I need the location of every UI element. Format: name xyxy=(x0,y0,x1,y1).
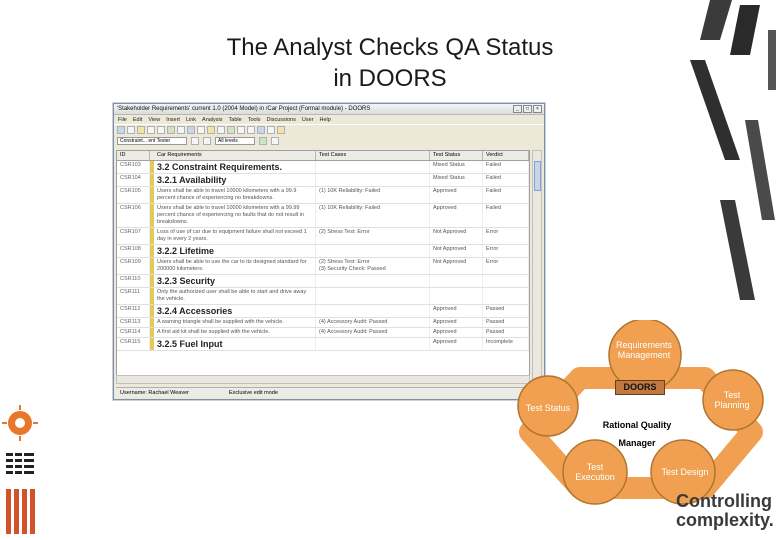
row-verdict: Failed xyxy=(483,174,529,186)
find-icon[interactable] xyxy=(217,126,225,134)
row-id: CSR103 xyxy=(117,161,150,173)
ibm-logo xyxy=(2,405,42,540)
row-id: CSR114 xyxy=(117,328,150,337)
scroll-thumb[interactable] xyxy=(534,161,541,191)
menu-discussions[interactable]: Discussions xyxy=(266,116,296,123)
row-test-cases: (1) 10K Reliability: Failed xyxy=(316,204,430,227)
menu-help[interactable]: Help xyxy=(319,116,331,123)
row-test-cases: (4) Accessory Audit: Passed xyxy=(316,328,430,337)
test-planning-text: Test Planning xyxy=(714,390,750,410)
link-icon[interactable] xyxy=(187,126,195,134)
row-requirement: Only the authorized user shall be able to start and drive away the vehicle. xyxy=(150,288,316,304)
row-id: CSR104 xyxy=(117,174,150,186)
table-row[interactable] xyxy=(117,305,529,318)
level-select[interactable]: All levels xyxy=(215,137,255,145)
column-header-test-status[interactable]: Test Status xyxy=(430,151,483,160)
view-select[interactable]: Constraint... ent Tester xyxy=(117,137,187,145)
status-bar xyxy=(116,387,542,397)
window-title: 'Stakeholder Requirements' current 1.0 (2004 Model) in /Car Project (Formal module) - DOORS xyxy=(117,106,371,112)
row-verdict: Failed xyxy=(483,204,529,227)
table-row[interactable] xyxy=(117,228,529,245)
row-test-status: Mixed Status xyxy=(430,174,483,186)
slide-title-line1: The Analyst Checks QA Status xyxy=(226,34,554,61)
row-id: CSR106 xyxy=(117,204,150,227)
menu-insert[interactable]: Insert xyxy=(166,116,180,123)
row-id: CSR105 xyxy=(117,187,150,203)
row-test-cases xyxy=(316,245,430,257)
tagline xyxy=(676,492,780,530)
table-body xyxy=(117,161,529,351)
row-test-status: Not Approved xyxy=(430,245,483,257)
underline-icon[interactable] xyxy=(257,126,265,134)
paste-icon[interactable] xyxy=(157,126,165,134)
table-row[interactable] xyxy=(117,187,529,204)
table-header xyxy=(117,151,529,161)
bold-icon[interactable] xyxy=(237,126,245,134)
row-id: CSR112 xyxy=(117,305,150,317)
column-header-requirements[interactable]: Car Requirements xyxy=(150,151,316,160)
discussion-icon[interactable] xyxy=(277,126,285,134)
window-titlebar xyxy=(114,104,544,115)
row-requirement: 3.2 Constraint Requirements. xyxy=(150,161,316,173)
slide-title-line2: in DOORS xyxy=(333,65,447,92)
spellcheck-icon[interactable] xyxy=(227,126,235,134)
row-requirement: A first aid kit shall be supplied with the vehicle. xyxy=(150,328,316,337)
outline-icon[interactable] xyxy=(271,137,279,145)
maximize-button[interactable]: □ xyxy=(523,105,532,113)
row-test-cases: (2) Stress Test: Error (3) Security Check: Passed xyxy=(316,258,430,274)
table-row[interactable] xyxy=(117,245,529,258)
tagline-line1: Controlling xyxy=(676,491,772,511)
column-header-verdict[interactable]: Verdict xyxy=(483,151,529,160)
table-row[interactable] xyxy=(117,288,529,305)
close-button[interactable]: × xyxy=(533,105,542,113)
row-id: CSR111 xyxy=(117,288,150,304)
sort-icon[interactable] xyxy=(207,126,215,134)
row-test-status: Approved xyxy=(430,204,483,227)
horizontal-scrollbar[interactable] xyxy=(116,375,530,384)
toolbar xyxy=(114,124,544,135)
row-test-status: Approved xyxy=(430,187,483,203)
show-graphics-icon[interactable] xyxy=(259,137,267,145)
italic-icon[interactable] xyxy=(247,126,255,134)
menu-file[interactable]: File xyxy=(118,116,127,123)
row-requirement: A warning triangle shall be supplied with the vehicle. xyxy=(150,318,316,327)
row-verdict: Error xyxy=(483,258,529,274)
row-requirement: 3.2.2 Lifetime xyxy=(150,245,316,257)
view-options-icon[interactable] xyxy=(191,137,199,145)
requirements-management-label xyxy=(604,340,684,360)
row-test-status: Mixed Status xyxy=(430,161,483,173)
rqm-title-line2: Manager xyxy=(618,438,656,448)
column-header-id[interactable]: ID xyxy=(117,151,150,160)
menu-bar xyxy=(114,115,544,124)
level-icon[interactable] xyxy=(203,137,211,145)
row-test-cases xyxy=(316,288,430,304)
row-test-status xyxy=(430,275,483,287)
slide-title xyxy=(150,32,630,94)
menu-analysis[interactable]: Analysis xyxy=(202,116,223,123)
row-verdict: Error xyxy=(483,228,529,244)
row-requirement: 3.2.1 Availability xyxy=(150,174,316,186)
table-row[interactable] xyxy=(117,318,529,328)
row-test-status: Not Approved xyxy=(430,228,483,244)
table-row[interactable] xyxy=(117,174,529,187)
row-verdict: Passed xyxy=(483,318,529,327)
filter-icon[interactable] xyxy=(197,126,205,134)
row-verdict: Incomplete xyxy=(483,338,529,350)
row-test-cases xyxy=(316,275,430,287)
row-requirement: Users shall be able to use the car to its designed standard for 200000 kilometers. xyxy=(150,258,316,274)
row-verdict: Error xyxy=(483,245,529,257)
column-header-test-cases[interactable]: Test Cases xyxy=(316,151,430,160)
table-row[interactable] xyxy=(117,328,529,338)
test-planning-label xyxy=(708,390,756,410)
requirements-table xyxy=(116,150,530,383)
row-test-cases: (1) 10K Reliability: Failed xyxy=(316,187,430,203)
doors-window xyxy=(113,103,545,400)
rqm-title-line1: Rational Quality xyxy=(602,420,672,430)
menu-user[interactable]: User xyxy=(301,116,314,123)
menu-table[interactable]: Table xyxy=(228,116,242,123)
row-id: CSR113 xyxy=(117,318,150,327)
row-id: CSR108 xyxy=(117,245,150,257)
row-requirement: 3.2.4 Accessories xyxy=(150,305,316,317)
row-id: CSR115 xyxy=(117,338,150,350)
row-test-cases xyxy=(316,161,430,173)
row-test-status: Approved xyxy=(430,318,483,327)
test-design-label: Test Design xyxy=(661,467,709,477)
cut-icon[interactable] xyxy=(137,126,145,134)
insert-below-icon[interactable] xyxy=(177,126,185,134)
row-test-status: Approved xyxy=(430,328,483,337)
table-icon[interactable] xyxy=(267,126,275,134)
status-username: Username: Rachael Weaver xyxy=(120,389,189,396)
row-verdict: Passed xyxy=(483,328,529,337)
table-row[interactable] xyxy=(117,161,529,174)
table-row[interactable] xyxy=(117,204,529,228)
status-edit-mode: Exclusive edit mode xyxy=(228,389,278,396)
requirements-management-text: Requirements Management xyxy=(615,340,673,360)
row-id: CSR109 xyxy=(117,258,150,274)
row-test-cases xyxy=(316,338,430,350)
insert-object-icon[interactable] xyxy=(167,126,175,134)
row-verdict: Failed xyxy=(483,187,529,203)
row-test-cases xyxy=(316,174,430,186)
row-requirement: 3.2.3 Security xyxy=(150,275,316,287)
save-icon[interactable] xyxy=(117,126,125,134)
row-requirement: Loss of use of car due to equipment failure shall not exceed 1 day in every 2 years. xyxy=(150,228,316,244)
doors-box[interactable]: DOORS xyxy=(615,380,665,395)
row-verdict xyxy=(483,288,529,304)
row-verdict: Failed xyxy=(483,161,529,173)
table-row[interactable] xyxy=(117,338,529,351)
row-verdict xyxy=(483,275,529,287)
row-test-cases: (4) Accessory Audit: Passed xyxy=(316,318,430,327)
row-id: CSR110 xyxy=(117,275,150,287)
row-test-status xyxy=(430,288,483,304)
test-execution-text: Test Execution xyxy=(575,462,615,482)
menu-link[interactable]: Link xyxy=(185,116,197,123)
row-verdict: Passed xyxy=(483,305,529,317)
test-status-label: Test Status xyxy=(525,403,571,413)
menu-edit[interactable]: Edit xyxy=(132,116,143,123)
row-requirement: 3.2.5 Fuel Input xyxy=(150,338,316,350)
copy-icon[interactable] xyxy=(147,126,155,134)
menu-tools[interactable]: Tools xyxy=(247,116,261,123)
row-test-cases: (2) Stress Test: Error xyxy=(316,228,430,244)
print-icon[interactable] xyxy=(127,126,135,134)
row-test-cases xyxy=(316,305,430,317)
minimize-button[interactable]: _ xyxy=(513,105,522,113)
decorative-stripes xyxy=(680,0,780,300)
row-test-status: Approved xyxy=(430,305,483,317)
row-test-status: Not Approved xyxy=(430,258,483,274)
row-test-status: Approved xyxy=(430,338,483,350)
menu-view[interactable]: View xyxy=(148,116,161,123)
table-row[interactable] xyxy=(117,275,529,288)
table-row[interactable] xyxy=(117,258,529,275)
row-requirement: Users shall be able to travel 10000 kilometers with a 99.99 percent chance of experiencing no faults that do not result in breakdowns. xyxy=(150,204,316,227)
test-execution-label xyxy=(565,462,625,482)
row-requirement: Users shall be able to travel 10000 kilometers with a 99.9 percent chance of experiencing no breakdowns. xyxy=(150,187,316,203)
tagline-line2: complexity. xyxy=(676,510,774,530)
row-id: CSR107 xyxy=(117,228,150,244)
view-toolbar xyxy=(114,135,544,146)
